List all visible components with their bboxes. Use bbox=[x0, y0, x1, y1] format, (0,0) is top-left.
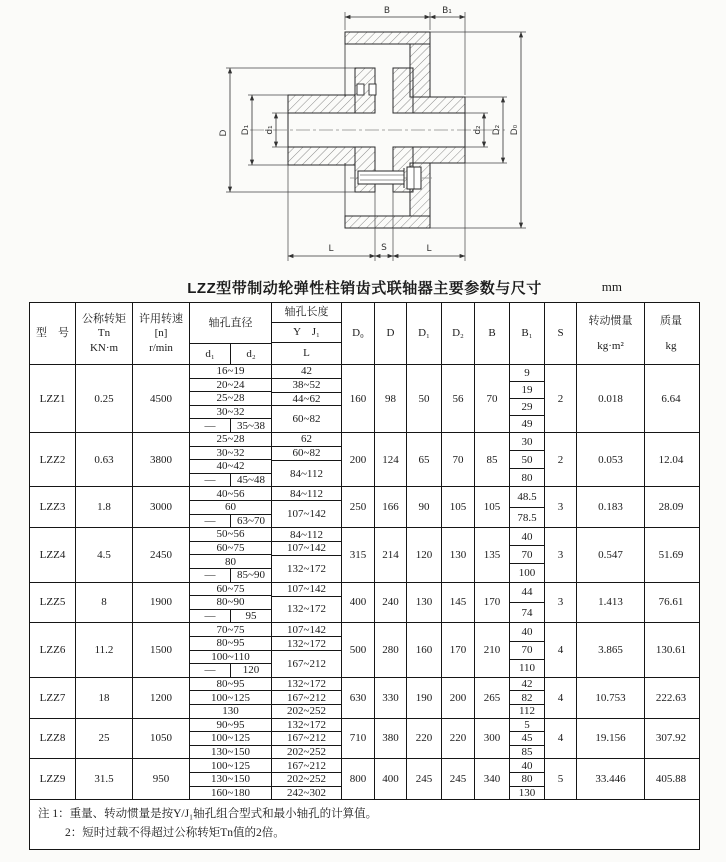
header-torque: 公称转矩 Tn KN·m bbox=[76, 303, 133, 364]
cell-D0: 315 bbox=[342, 528, 375, 581]
header-bore-length bbox=[272, 303, 342, 364]
table-row bbox=[30, 487, 699, 528]
length-cell: 42 bbox=[272, 365, 341, 379]
b1-cell: 74 bbox=[521, 606, 533, 619]
b1-cell: 45 bbox=[510, 732, 544, 746]
cell-D0: 400 bbox=[342, 583, 375, 623]
bore-row: 60~75 bbox=[190, 583, 271, 597]
table-row bbox=[30, 623, 699, 677]
bore-row: 40~56 bbox=[190, 487, 271, 501]
bore-row: 60 bbox=[190, 501, 271, 515]
length-cell: 132~172 bbox=[287, 603, 326, 616]
cell-D: 280 bbox=[375, 623, 407, 676]
b1-cell: 9 bbox=[510, 365, 544, 382]
table-row bbox=[30, 719, 699, 760]
b1-group bbox=[510, 528, 545, 581]
cell-D2: 220 bbox=[442, 719, 475, 759]
header-B: B bbox=[475, 303, 510, 364]
bore-row: 100~125 bbox=[190, 732, 271, 746]
bore-d2: 85~90 bbox=[230, 569, 271, 582]
b1-cell: 110 bbox=[518, 662, 536, 675]
bore-length-group bbox=[272, 678, 342, 718]
bore-d2: 45~48 bbox=[230, 474, 271, 487]
header-B1: B₁ bbox=[510, 303, 545, 364]
cell-D1: 50 bbox=[407, 365, 442, 432]
header-D0: D₀ bbox=[342, 303, 375, 364]
bore-d2: 35~38 bbox=[230, 419, 271, 432]
bore-row bbox=[190, 569, 271, 582]
dim-label-D2: D₂ bbox=[492, 124, 502, 136]
header-S: S bbox=[545, 303, 577, 364]
bore-diameter-group bbox=[190, 719, 272, 759]
cell-mass: 12.04 bbox=[658, 453, 684, 466]
cell-D: 400 bbox=[375, 759, 407, 799]
cell-D2: 145 bbox=[442, 583, 475, 623]
header-D2: D₂ bbox=[442, 303, 475, 364]
b1-group bbox=[510, 759, 545, 799]
length-cell: 84~112 bbox=[272, 487, 341, 501]
bore-row: 25~28 bbox=[190, 433, 271, 447]
length-cell: 202~252 bbox=[272, 773, 341, 787]
cell-model: LZZ9 bbox=[30, 759, 76, 799]
cell-inertia: 0.183 bbox=[577, 487, 645, 527]
bore-row: 100~125 bbox=[190, 759, 271, 773]
unit-label: mm bbox=[601, 279, 622, 294]
b1-cell: 85 bbox=[521, 746, 533, 759]
table-row bbox=[30, 678, 699, 719]
bore-row: 80 bbox=[190, 555, 271, 569]
cell-D1: 190 bbox=[407, 678, 442, 718]
b1-cell: 112 bbox=[518, 705, 536, 718]
b1-group bbox=[510, 623, 545, 676]
cell-torque: 8 bbox=[76, 583, 133, 623]
bore-row bbox=[190, 515, 271, 528]
cell-model: LZZ3 bbox=[30, 487, 76, 527]
table-row bbox=[30, 433, 699, 487]
right-flange-top bbox=[393, 68, 413, 113]
b1-cell: 42 bbox=[510, 678, 544, 692]
bore-row bbox=[190, 419, 271, 432]
bore-d1: — bbox=[204, 664, 216, 677]
cell-S: 3 bbox=[545, 487, 577, 527]
dim-label-L-left: L bbox=[328, 244, 334, 254]
cell-S: 2 bbox=[545, 433, 577, 486]
table-row bbox=[30, 365, 699, 433]
length-cell: 84~112 bbox=[289, 467, 324, 480]
cell-model: LZZ5 bbox=[30, 583, 76, 623]
length-cell: 167~212 bbox=[272, 691, 341, 705]
cell-B: 340 bbox=[475, 759, 510, 799]
cell-B: 85 bbox=[475, 433, 510, 486]
b1-cell: 5 bbox=[510, 719, 544, 733]
cell-D: 98 bbox=[375, 365, 407, 432]
cell-inertia: 3.865 bbox=[577, 623, 645, 676]
cell-torque: 4.5 bbox=[76, 528, 133, 581]
cell-mass: 28.09 bbox=[658, 501, 684, 514]
cell-D2: 105 bbox=[442, 487, 475, 527]
length-cell: 84~112 bbox=[272, 528, 341, 542]
bore-diameter-group bbox=[190, 583, 272, 623]
header-D: D bbox=[375, 303, 407, 364]
cell-D0: 710 bbox=[342, 719, 375, 759]
dim-label-B1: B₁ bbox=[442, 6, 452, 16]
cell-D: 380 bbox=[375, 719, 407, 759]
bore-length-group bbox=[272, 433, 342, 486]
b1-cell: 48.5 bbox=[510, 487, 544, 507]
b1-cell: 100 bbox=[518, 567, 536, 579]
cell-model: LZZ4 bbox=[30, 528, 76, 581]
brake-wheel-rim-top bbox=[345, 32, 430, 44]
bore-row: 90~95 bbox=[190, 719, 271, 733]
b1-cell: 78.5 bbox=[517, 511, 537, 524]
bore-row: 80~95 bbox=[190, 637, 271, 651]
bore-d1: — bbox=[204, 610, 216, 623]
cell-torque: 0.63 bbox=[76, 433, 133, 486]
cell-mass: 76.61 bbox=[658, 596, 684, 609]
cell-D1: 160 bbox=[407, 623, 442, 676]
b1-group bbox=[510, 433, 545, 486]
cell-D1: 65 bbox=[407, 433, 442, 486]
dim-label-L-right: L bbox=[426, 244, 432, 254]
bore-row: 16~19 bbox=[190, 365, 271, 379]
left-hub-wall-bottom bbox=[288, 147, 355, 165]
bore-row: 80~95 bbox=[190, 678, 271, 692]
bore-diameter-group bbox=[190, 528, 272, 581]
pin-top-1 bbox=[357, 84, 364, 95]
header-d2: d₂ bbox=[230, 344, 271, 364]
cell-model: LZZ7 bbox=[30, 678, 76, 718]
cell-D0: 800 bbox=[342, 759, 375, 799]
header-speed: 许用转速 [n] r/min bbox=[133, 303, 190, 364]
cell-torque: 11.2 bbox=[76, 623, 133, 676]
cell-inertia: 0.053 bbox=[577, 433, 645, 486]
bore-diameter-group bbox=[190, 487, 272, 527]
bore-d1: — bbox=[204, 474, 216, 487]
bore-row bbox=[190, 474, 271, 487]
header-bore-length-title: 轴孔长度 bbox=[272, 303, 341, 323]
cell-inertia: 0.547 bbox=[577, 528, 645, 581]
cell-D0: 630 bbox=[342, 678, 375, 718]
cell-mass: 405.88 bbox=[655, 773, 687, 786]
length-cell: 202~252 bbox=[287, 746, 326, 759]
cell-B: 135 bbox=[475, 528, 510, 581]
cell-D2: 130 bbox=[442, 528, 475, 581]
cell-D1: 245 bbox=[407, 759, 442, 799]
cell-speed: 4500 bbox=[133, 365, 190, 432]
left-hub-wall-top bbox=[288, 95, 355, 113]
header-bore-diameter bbox=[190, 303, 272, 364]
dim-label-d1: d₁ bbox=[265, 125, 275, 135]
technical-drawing bbox=[0, 0, 726, 272]
header-inertia: 转动惯量 kg·m² bbox=[577, 303, 645, 364]
dim-label-d2: d₂ bbox=[473, 125, 483, 135]
length-cell: 202~252 bbox=[287, 705, 326, 718]
cell-model: LZZ8 bbox=[30, 719, 76, 759]
bore-row: 130 bbox=[222, 705, 239, 718]
table-row bbox=[30, 583, 699, 624]
left-flange-bottom bbox=[355, 147, 375, 192]
params-table bbox=[29, 302, 700, 850]
brake-wheel-rim-bottom bbox=[345, 216, 430, 228]
cell-D0: 250 bbox=[342, 487, 375, 527]
dim-label-D1: D₁ bbox=[241, 124, 251, 136]
bore-row: 100~110 bbox=[190, 651, 271, 665]
b1-group bbox=[510, 719, 545, 759]
bore-length-group bbox=[272, 623, 342, 676]
bore-d1: — bbox=[204, 419, 216, 432]
cell-D1: 90 bbox=[407, 487, 442, 527]
bore-row: 30~32 bbox=[190, 447, 271, 461]
cell-B: 210 bbox=[475, 623, 510, 676]
table-header bbox=[30, 303, 699, 365]
length-cell: 107~142 bbox=[287, 508, 326, 521]
bore-row: 100~125 bbox=[190, 691, 271, 705]
dim-label-D: D bbox=[219, 129, 229, 137]
cell-model: LZZ2 bbox=[30, 433, 76, 486]
cell-S: 3 bbox=[545, 528, 577, 581]
header-mass: 质量 kg bbox=[660, 314, 682, 353]
drawing-area bbox=[0, 0, 726, 272]
b1-cell: 80 bbox=[510, 773, 544, 787]
cell-mass: 307.92 bbox=[655, 732, 687, 745]
bore-length-group bbox=[272, 759, 342, 799]
cell-inertia: 10.753 bbox=[577, 678, 645, 718]
cell-D2: 245 bbox=[442, 759, 475, 799]
cell-speed: 3000 bbox=[133, 487, 190, 527]
cell-mass: 222.63 bbox=[655, 691, 687, 704]
cell-D0: 200 bbox=[342, 433, 375, 486]
dim-label-B: B bbox=[383, 6, 391, 16]
cell-D2: 70 bbox=[442, 433, 475, 486]
cell-D2: 200 bbox=[442, 678, 475, 718]
dim-label-S: S bbox=[381, 243, 387, 253]
table-row bbox=[30, 528, 699, 582]
bore-row: 130~150 bbox=[211, 746, 250, 759]
cell-S: 4 bbox=[545, 678, 577, 718]
bore-row: 25~28 bbox=[190, 392, 271, 406]
cell-mass: 6.64 bbox=[661, 392, 681, 405]
cell-inertia: 19.156 bbox=[577, 719, 645, 759]
cell-D1: 220 bbox=[407, 719, 442, 759]
header-bore-diameter-title: 轴孔直径 bbox=[190, 303, 271, 344]
cell-speed: 1050 bbox=[133, 719, 190, 759]
table-notes bbox=[30, 800, 699, 849]
b1-cell: 44 bbox=[510, 583, 544, 603]
bore-diameter-group bbox=[190, 678, 272, 718]
dim-label-D0: D₀ bbox=[510, 124, 520, 136]
length-cell: 167~212 bbox=[272, 732, 341, 746]
bore-d1: — bbox=[204, 569, 216, 582]
b1-cell: 40 bbox=[510, 528, 544, 546]
cell-B: 105 bbox=[475, 487, 510, 527]
note-line-1: 注 1：重量、转动惯量是按Y/J₁轴孔组合型式和最小轴孔的计算值。 bbox=[38, 808, 378, 821]
cell-D: 330 bbox=[375, 678, 407, 718]
length-cell: 38~52 bbox=[272, 379, 341, 393]
bore-length-group bbox=[272, 365, 342, 432]
cell-speed: 2450 bbox=[133, 528, 190, 581]
cell-D2: 170 bbox=[442, 623, 475, 676]
bore-diameter-group bbox=[190, 623, 272, 676]
cell-torque: 1.8 bbox=[76, 487, 133, 527]
bore-row: 60~75 bbox=[190, 542, 271, 556]
b1-cell: 29 bbox=[510, 399, 544, 416]
cell-torque: 18 bbox=[76, 678, 133, 718]
bore-row: 80~90 bbox=[190, 596, 271, 610]
cell-torque: 0.25 bbox=[76, 365, 133, 432]
cell-speed: 1500 bbox=[133, 623, 190, 676]
bore-length-group bbox=[272, 583, 342, 623]
cell-S: 5 bbox=[545, 759, 577, 799]
length-cell: 132~172 bbox=[272, 678, 341, 692]
cell-D0: 500 bbox=[342, 623, 375, 676]
cell-speed: 1200 bbox=[133, 678, 190, 718]
bore-row: 70~75 bbox=[190, 623, 271, 637]
cell-mass: 51.69 bbox=[658, 548, 684, 561]
b1-cell: 70 bbox=[510, 642, 544, 660]
length-cell: 60~82 bbox=[272, 447, 341, 461]
bore-row: 20~24 bbox=[190, 379, 271, 393]
cell-B: 300 bbox=[475, 719, 510, 759]
header-L: L bbox=[303, 347, 310, 360]
bore-length-group bbox=[272, 528, 342, 581]
bore-d2: 63~70 bbox=[230, 515, 271, 528]
cell-model: LZZ1 bbox=[30, 365, 76, 432]
cell-D1: 120 bbox=[407, 528, 442, 581]
cell-S: 3 bbox=[545, 583, 577, 623]
title-row bbox=[29, 272, 700, 302]
b1-group bbox=[510, 487, 545, 527]
bore-length-group bbox=[272, 719, 342, 759]
b1-cell: 82 bbox=[510, 691, 544, 705]
b1-cell: 30 bbox=[510, 433, 544, 451]
header-D1: D₁ bbox=[407, 303, 442, 364]
table-body bbox=[30, 365, 699, 800]
table-row bbox=[30, 759, 699, 800]
cell-speed: 3800 bbox=[133, 433, 190, 486]
bore-diameter-group bbox=[190, 365, 272, 432]
note-line-2: 2：短时过载不得超过公称转矩Tn值的2倍。 bbox=[65, 826, 285, 839]
b1-cell: 40 bbox=[510, 759, 544, 773]
bore-diameter-group bbox=[190, 433, 272, 486]
cell-inertia: 33.446 bbox=[577, 759, 645, 799]
bore-row: 160~180 bbox=[211, 786, 250, 799]
b1-cell: 70 bbox=[510, 546, 544, 564]
cell-D2: 56 bbox=[442, 365, 475, 432]
cell-B: 265 bbox=[475, 678, 510, 718]
b1-cell: 49 bbox=[521, 418, 533, 430]
bore-row: 50~56 bbox=[190, 528, 271, 542]
length-cell: 167~212 bbox=[287, 657, 326, 670]
bore-row bbox=[190, 610, 271, 623]
cell-speed: 1900 bbox=[133, 583, 190, 623]
bore-d2: 95 bbox=[230, 610, 271, 623]
cell-D1: 130 bbox=[407, 583, 442, 623]
cell-S: 2 bbox=[545, 365, 577, 432]
b1-cell: 19 bbox=[510, 382, 544, 399]
bore-row: 130~150 bbox=[190, 773, 271, 787]
b1-group bbox=[510, 365, 545, 432]
cell-inertia: 1.413 bbox=[577, 583, 645, 623]
bolt-shaft bbox=[358, 171, 404, 184]
cell-D: 240 bbox=[375, 583, 407, 623]
b1-cell: 40 bbox=[510, 623, 544, 641]
length-cell: 107~142 bbox=[272, 542, 341, 556]
length-cell: 132~172 bbox=[287, 562, 326, 575]
header-yj1: Y J₁ bbox=[272, 323, 341, 343]
cell-S: 4 bbox=[545, 623, 577, 676]
bore-d1: — bbox=[204, 514, 216, 527]
cell-D0: 160 bbox=[342, 365, 375, 432]
header-d1: d₁ bbox=[205, 347, 215, 360]
cell-torque: 31.5 bbox=[76, 759, 133, 799]
bore-row: 30~32 bbox=[190, 406, 271, 420]
header-model: 型 号 bbox=[30, 303, 76, 364]
cell-mass: 130.61 bbox=[655, 644, 687, 657]
bore-row: 40~42 bbox=[190, 460, 271, 474]
length-cell: 242~302 bbox=[287, 786, 326, 799]
right-hub-wall-top bbox=[413, 97, 465, 113]
b1-cell: 80 bbox=[521, 471, 533, 484]
length-cell: 132~172 bbox=[272, 637, 341, 651]
length-cell: 107~142 bbox=[272, 583, 341, 597]
page-title: LZZ型带制动轮弹性柱销齿式联轴器主要参数与尺寸 bbox=[187, 279, 542, 297]
cell-inertia: 0.018 bbox=[577, 365, 645, 432]
cell-D: 214 bbox=[375, 528, 407, 581]
b1-group bbox=[510, 583, 545, 623]
b1-cell: 130 bbox=[518, 786, 536, 799]
b1-cell: 50 bbox=[510, 451, 544, 469]
b1-group bbox=[510, 678, 545, 718]
length-cell: 62 bbox=[272, 433, 341, 447]
cell-D: 124 bbox=[375, 433, 407, 486]
cell-B: 70 bbox=[475, 365, 510, 432]
length-cell: 44~62 bbox=[272, 393, 341, 407]
cell-B: 170 bbox=[475, 583, 510, 623]
pin-top-2 bbox=[369, 84, 376, 95]
bore-diameter-group bbox=[190, 759, 272, 799]
cell-torque: 25 bbox=[76, 719, 133, 759]
bore-row bbox=[190, 664, 271, 677]
bore-length-group bbox=[272, 487, 342, 527]
length-cell: 167~212 bbox=[272, 759, 341, 773]
cell-model: LZZ6 bbox=[30, 623, 76, 676]
length-cell: 107~142 bbox=[272, 623, 341, 637]
length-cell: 60~82 bbox=[292, 413, 321, 426]
right-hub-wall-bottom bbox=[413, 147, 465, 163]
bore-d2: 120 bbox=[230, 664, 271, 677]
cell-speed: 950 bbox=[133, 759, 190, 799]
length-cell: 132~172 bbox=[272, 719, 341, 733]
cell-S: 4 bbox=[545, 719, 577, 759]
cell-D: 166 bbox=[375, 487, 407, 527]
